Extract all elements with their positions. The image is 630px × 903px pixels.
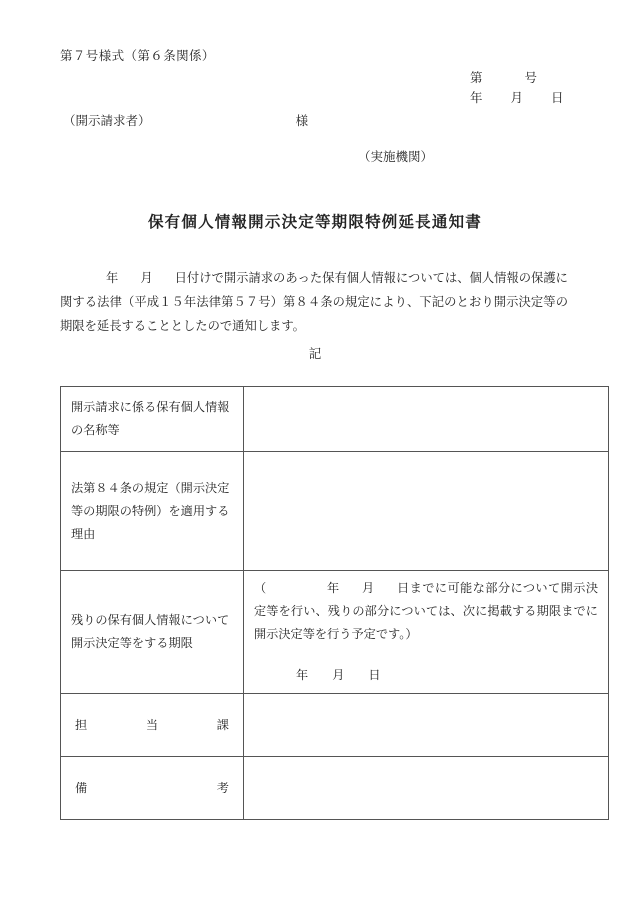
document-date-day: 日 xyxy=(551,91,564,105)
agency-label: （実施機関） xyxy=(358,150,434,164)
deadline-date-day: 日 xyxy=(368,668,381,682)
deadline-date-month: 月 xyxy=(332,668,345,682)
row-label-remarks xyxy=(61,757,244,820)
form-table xyxy=(60,386,609,820)
kigo-mark: 記 xyxy=(308,347,322,361)
body-paragraph xyxy=(60,266,568,338)
document-number-line xyxy=(470,68,564,88)
deadline-note-year: 年 xyxy=(326,581,340,595)
form-number: 第７号様式（第６条関係） xyxy=(60,49,215,63)
document-number-unit: 号 xyxy=(524,71,538,85)
deadline-note-text: 日までに可能な部分について開示決定等を行い、残りの部分については、次に掲載する期限までに開示決定等を行う予定です。） xyxy=(254,581,599,641)
row-label-deadline xyxy=(61,571,244,694)
row-value-deadline[interactable] xyxy=(244,571,609,694)
body-text: 日付けで開示請求のあった保有個人情報については、個人情報の保護に関する法律（平成１５年法律第５７号）第８４条の規定により、下記のとおり開示決定等の期限を延長することとしたので通知します。 xyxy=(60,271,568,333)
body-date-year: 年 xyxy=(106,271,119,285)
table-row xyxy=(61,757,609,820)
table-row xyxy=(61,571,609,694)
row-value-disclosure-name[interactable] xyxy=(244,387,609,452)
deadline-note-open: （ xyxy=(254,581,267,595)
document-number-block xyxy=(470,68,564,108)
document-number-label: 第 xyxy=(470,71,483,85)
row-value-department[interactable] xyxy=(244,694,609,757)
row-value-remarks[interactable] xyxy=(244,757,609,820)
row-label-department xyxy=(61,694,244,757)
document-date-year: 年 xyxy=(470,91,483,105)
document-date-line xyxy=(470,88,564,108)
row-label-reason xyxy=(61,452,244,571)
deadline-note-month: 月 xyxy=(361,581,375,595)
row-label-disclosure-name xyxy=(61,387,244,452)
table-row xyxy=(61,387,609,452)
document-date-month: 月 xyxy=(510,91,524,105)
addressee-honorific: 様 xyxy=(295,114,309,128)
page-title: 保有個人情報開示決定等期限特例延長通知書 xyxy=(147,214,482,231)
row-label-text: 開示請求に係る保有個人情報の名称等 xyxy=(71,400,230,437)
row-value-reason[interactable] xyxy=(244,452,609,571)
table-row xyxy=(61,452,609,571)
deadline-date-line xyxy=(254,664,598,687)
row-label-text: 法第８４条の規定（開示決定等の期限の特例）を適用する理由 xyxy=(71,480,230,541)
body-date-month: 月 xyxy=(140,271,153,285)
deadline-date-year: 年 xyxy=(296,668,309,682)
addressee-label: （開示請求者） xyxy=(63,114,151,128)
addressee-line xyxy=(63,111,308,129)
row-label-text: 備考 xyxy=(75,780,229,795)
row-label-text: 担当課 xyxy=(75,717,229,732)
deadline-note xyxy=(254,577,598,646)
table-row xyxy=(61,694,609,757)
row-label-text: 残りの保有個人情報について開示決定等をする期限 xyxy=(71,613,230,650)
